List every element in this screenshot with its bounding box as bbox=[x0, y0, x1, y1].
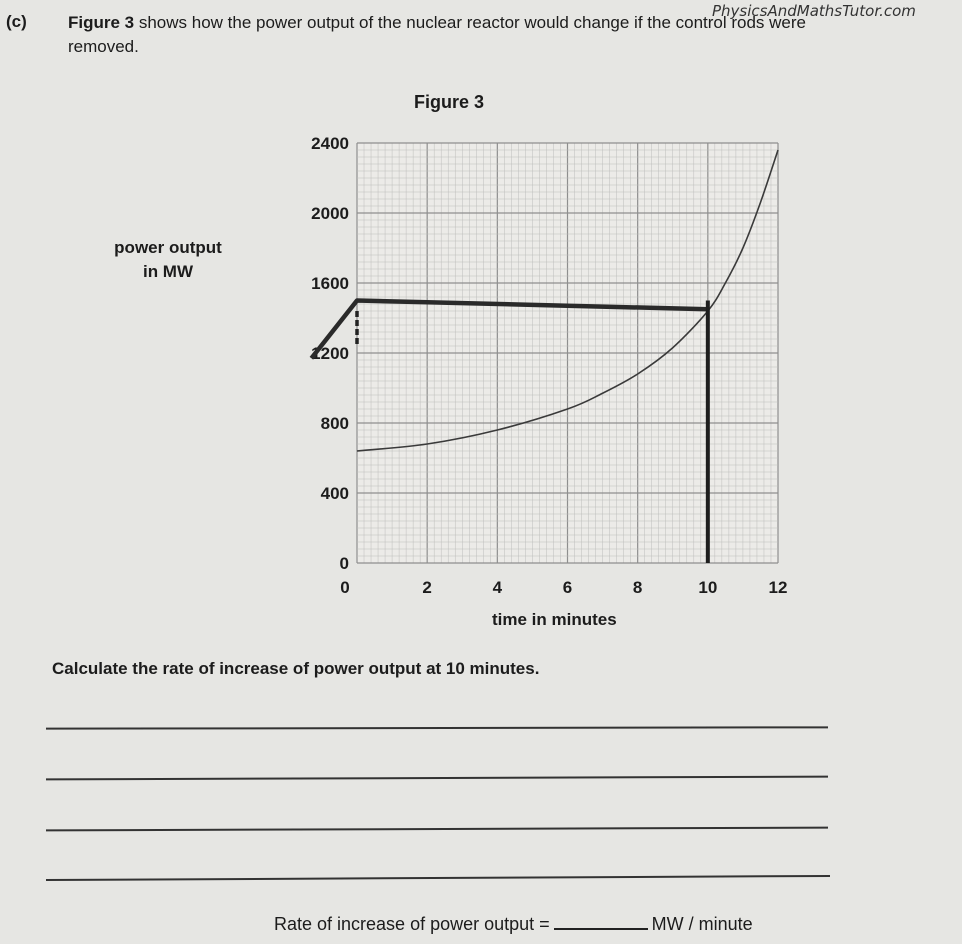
y-axis-label-line-2: in MW bbox=[142, 262, 194, 281]
x-tick-label: 12 bbox=[768, 578, 788, 597]
question-label: (c) bbox=[6, 12, 27, 31]
y-tick-label: 400 bbox=[320, 484, 349, 503]
y-tick-label: 2400 bbox=[311, 134, 349, 153]
question-body: shows how the power output of the nuclear reactor would change if the control rods were removed. bbox=[68, 13, 807, 56]
answer-unit: MW / minute bbox=[651, 914, 753, 934]
x-tick-label: 10 bbox=[698, 578, 718, 597]
y-tick-label: 2000 bbox=[311, 204, 349, 223]
x-tick-label: 0 bbox=[340, 578, 350, 597]
y-tick-label: 0 bbox=[339, 554, 349, 573]
answer-row bbox=[274, 912, 753, 935]
y-axis-label-line-1: power output bbox=[114, 238, 222, 257]
y-tick-label: 1600 bbox=[311, 274, 349, 293]
graph-grid bbox=[357, 143, 778, 563]
figure-reference: Figure 3 bbox=[68, 13, 135, 32]
instruction-text: Calculate the rate of increase of power output at 10 minutes. bbox=[52, 659, 540, 678]
answer-input[interactable] bbox=[554, 912, 648, 930]
figure-title: Figure 3 bbox=[414, 92, 485, 112]
answer-label: Rate of increase of power output = bbox=[274, 914, 550, 934]
x-axis-label: time in minutes bbox=[492, 610, 617, 629]
x-tick-label: 2 bbox=[422, 578, 432, 597]
y-tick-label: 800 bbox=[320, 414, 349, 433]
x-tick-label: 4 bbox=[492, 578, 503, 597]
y-tick-label: 1200 bbox=[311, 344, 349, 363]
watermark-text: PhysicsAndMathsTutor.com bbox=[712, 2, 916, 20]
x-tick-label: 6 bbox=[562, 578, 573, 597]
x-tick-label: 8 bbox=[632, 578, 643, 597]
